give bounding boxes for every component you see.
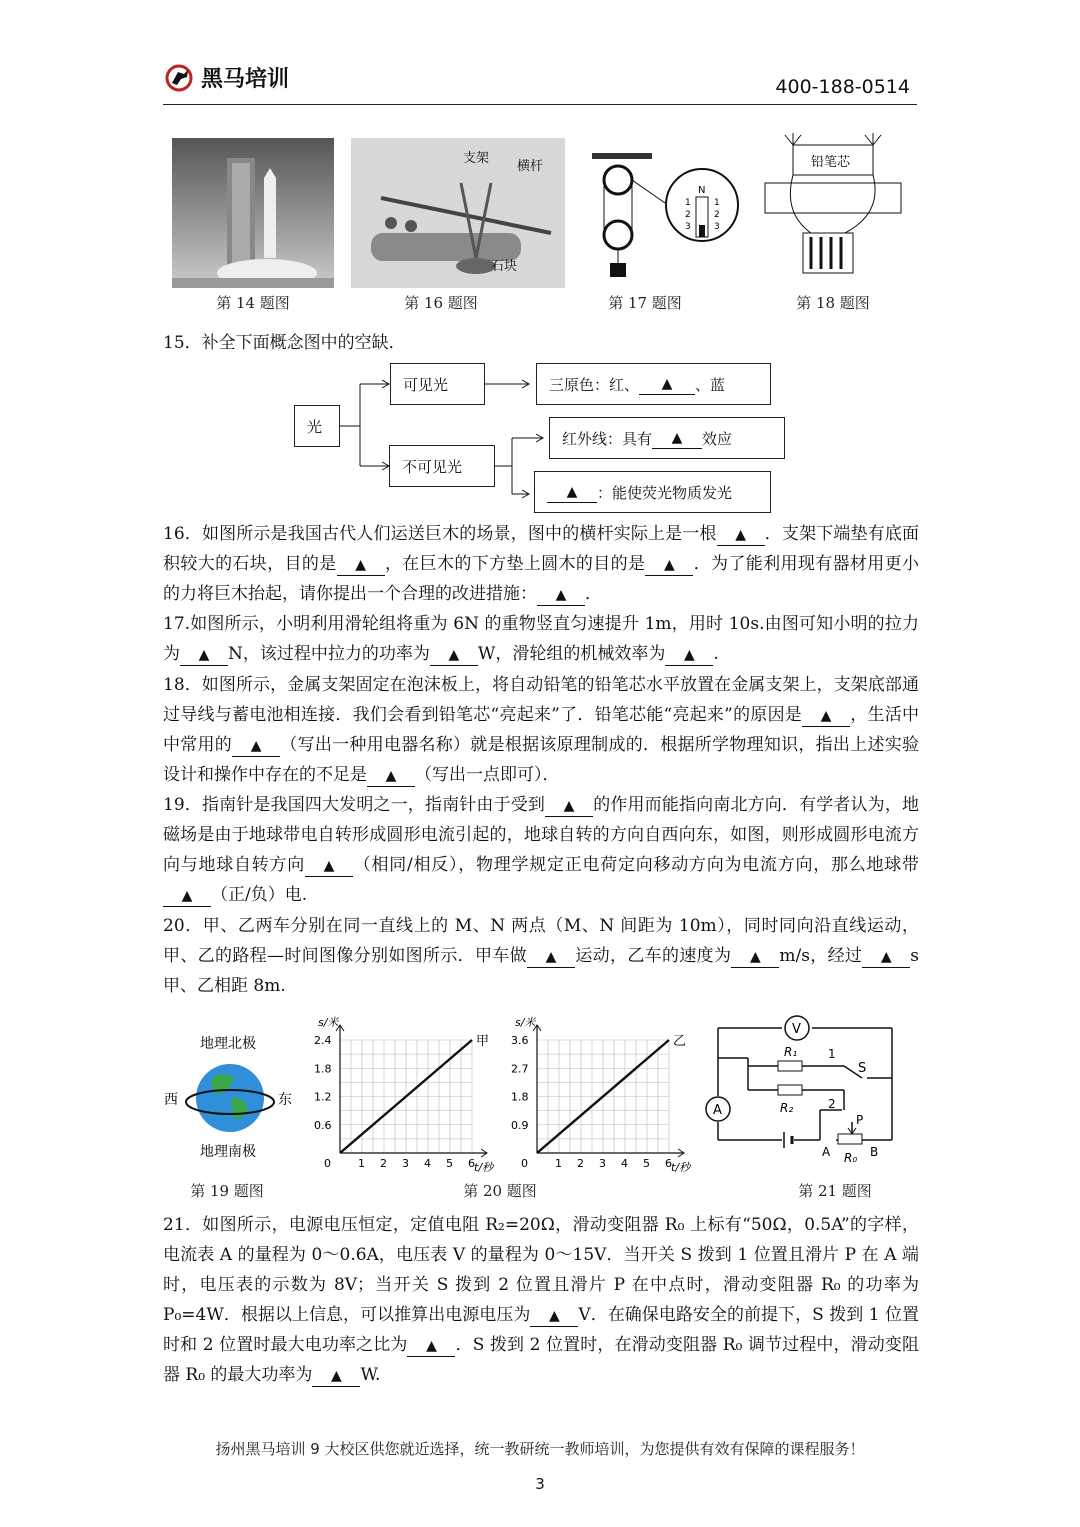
x-tick-label: 2 bbox=[380, 1157, 387, 1170]
caption-fig20: 第 20 题图 bbox=[463, 1182, 537, 1200]
x-tick-label: 6 bbox=[468, 1157, 475, 1170]
svg-text:2: 2 bbox=[685, 210, 691, 220]
concept-primary-colors: 三原色：红、 ▲ 、蓝 bbox=[536, 363, 771, 405]
x-tick-label: 6 bbox=[665, 1157, 672, 1170]
y-tick-label: 1.2 bbox=[314, 1090, 332, 1104]
spring-scale-N: N bbox=[698, 185, 706, 196]
y-tick-label: 3.6 bbox=[511, 1034, 529, 1047]
voltmeter-label: V bbox=[792, 1022, 801, 1037]
svg-text:3: 3 bbox=[714, 222, 720, 232]
svg-text:1: 1 bbox=[685, 198, 691, 208]
q18-text: 18．如图所示，金属支架固定在泡沫板上，将自动铅笔的铅笔芯水平放置在金属支架上，支架底部通过导线与蓄电池相连接．我们会看到铅笔芯“亮起来”了．铅笔芯能“亮起来”的原因是 ▲ ，生活中中常用的 ▲ （写出一种用电器名称）就是根据该原理制成的．根据所学物理知识，指出上述实验设计和操作中存在的不足是 ▲ （写出一点即可）． bbox=[163, 675, 920, 785]
label-pencil-lead: 铅笔芯 bbox=[811, 155, 851, 170]
label-slider: P bbox=[856, 1113, 864, 1127]
q16-blank-3[interactable]: ▲ bbox=[645, 554, 693, 576]
x-tick-label: 0 bbox=[521, 1157, 528, 1170]
caption-fig18: 第 18 题图 bbox=[796, 294, 870, 312]
label-geo-south: 地理南极 bbox=[200, 1144, 256, 1160]
rocket-launch-photo bbox=[172, 138, 334, 288]
q21-blank-3[interactable]: ▲ bbox=[312, 1365, 360, 1387]
page-number: 3 bbox=[535, 1475, 545, 1493]
label-support: 支架 bbox=[463, 151, 490, 166]
y-tick-label: 2.4 bbox=[314, 1034, 332, 1047]
q19-blank-1[interactable]: ▲ bbox=[545, 795, 593, 817]
label-pos2: 2 bbox=[828, 1097, 836, 1111]
label-switch: S bbox=[858, 1061, 867, 1076]
q18-blank-3[interactable]: ▲ bbox=[367, 765, 415, 787]
series-label: 乙 bbox=[673, 1034, 687, 1049]
caption-fig17: 第 17 题图 bbox=[608, 294, 682, 312]
label-pos1: 1 bbox=[828, 1047, 836, 1061]
brand-logo bbox=[163, 62, 289, 93]
q17-blank-3[interactable]: ▲ bbox=[665, 644, 713, 666]
y-tick-label: 2.7 bbox=[511, 1062, 529, 1076]
resistor-r2 bbox=[778, 1085, 802, 1095]
y-axis-label: s/米 bbox=[515, 1016, 536, 1029]
y-tick-label: 1.8 bbox=[314, 1062, 332, 1076]
pulley-system-diagram bbox=[590, 135, 740, 290]
q17-blank-2[interactable]: ▲ bbox=[430, 644, 478, 666]
q19-blank-3[interactable]: ▲ bbox=[163, 885, 211, 907]
label-end-b: B bbox=[870, 1145, 879, 1159]
caption-fig19: 第 19 题图 bbox=[190, 1182, 264, 1200]
y-tick-label: 1.8 bbox=[511, 1090, 529, 1104]
y-tick-label: 0.9 bbox=[511, 1118, 529, 1132]
q18-blank-2[interactable]: ▲ bbox=[232, 735, 280, 757]
footer-slogan: 扬州黑马培训 9 大校区供您就近选择，统一教研统一教师培训，为您提供有效有保障的课程服务！ bbox=[215, 1440, 865, 1458]
label-r1: R₁ bbox=[784, 1045, 798, 1059]
x-axis-label: t/秒 bbox=[671, 1161, 691, 1174]
label-lever: 横杆 bbox=[517, 159, 544, 174]
pencil-lead-circuit-diagram bbox=[763, 133, 903, 283]
x-tick-label: 3 bbox=[599, 1157, 606, 1170]
caption-fig21: 第 21 题图 bbox=[798, 1182, 872, 1200]
svg-text:1: 1 bbox=[714, 198, 720, 208]
q16-blank-2[interactable]: ▲ bbox=[337, 554, 385, 576]
x-tick-label: 1 bbox=[358, 1157, 365, 1170]
x-tick-label: 1 bbox=[555, 1157, 562, 1170]
q19-blank-2[interactable]: ▲ bbox=[305, 855, 353, 877]
q20-text: 20．甲、乙两车分别在同一直线上的 M、N 两点（M、N 间距为 10m），同时同向沿直线运动，甲、乙的路程—时间图像分别如图所示．甲车做 ▲ 运动，乙车的速度为 ▲ m/s，经过 ▲ s 甲、乙相距 8m. bbox=[163, 916, 920, 996]
earth-globe-icon bbox=[196, 1064, 264, 1132]
label-east: 东 bbox=[278, 1092, 292, 1108]
earth-figure bbox=[160, 1030, 300, 1165]
log-transport-illustration bbox=[351, 138, 565, 288]
q16-text: 16．如图所示是我国古代人们运送巨木的场景，图中的横杆实际上是一根 ▲ ．支架下端垫有底面积较大的石块，目的是 ▲ ，在巨木的下方垫上圆木的目的是 ▲ ．为了能利用现有器材用更小的力将巨木抬起，请你提出一个合理的改进措施： ▲ ． bbox=[163, 524, 920, 604]
horse-logo-icon bbox=[163, 63, 197, 93]
label-stone: 石块 bbox=[491, 259, 518, 274]
q17-text: 17.如图所示，小明利用滑轮组将重为 6N 的重物竖直匀速提升 1m，用时 10s.由图可知小明的拉力为 ▲ N，该过程中拉力的功率为 ▲ W，滑轮组的机械效率为 ▲ . bbox=[163, 614, 919, 664]
chart-yi bbox=[505, 1010, 700, 1175]
phone-number: 400-188-0514 bbox=[775, 76, 910, 98]
caption-fig16: 第 16 题图 bbox=[404, 294, 478, 312]
x-tick-label: 3 bbox=[402, 1157, 409, 1170]
q15-prompt: 15．补全下面概念图中的空缺． bbox=[163, 333, 406, 353]
x-tick-label: 5 bbox=[643, 1157, 650, 1170]
x-tick-label: 4 bbox=[424, 1157, 431, 1170]
x-tick-label: 5 bbox=[446, 1157, 453, 1170]
label-r0: R₀ bbox=[844, 1151, 858, 1165]
resistor-r1 bbox=[778, 1061, 802, 1071]
concept-ultraviolet: ▲ ：能使荧光物质发光 bbox=[534, 471, 771, 513]
q21-text: 21．如图所示，电源电压恒定，定值电阻 R₂=20Ω，滑动变阻器 R₀ 上标有“50Ω，0.5A”的字样，电流表 A 的量程为 0～0.6A，电压表 V 的量程为 0～15V．当开关 S 拨到 1 位置且滑片 P 在 A 端时，电压表的示数为 8V；当开关 S 拨到 2 位置且滑片 P 在中点时，滑动变阻器 R₀ 的功率为 P₀=4W．根据以上信息，可以推算出电源电压为 ▲ V．在确保电路安全的前提下，S 拨到 1 位置时和 2 位置时最大电功率之比为 ▲ ．S 拨到 2 位置时，在滑动变阻器 R₀ 调节过程中，滑动变阻器 R₀ 的最大功率为 ▲ W. bbox=[163, 1215, 919, 1385]
q21-blank-1[interactable]: ▲ bbox=[530, 1305, 578, 1327]
svg-text:3: 3 bbox=[685, 222, 691, 232]
concept-invisible-light: 不可见光 bbox=[389, 445, 495, 487]
q20-blank-2[interactable]: ▲ bbox=[731, 946, 779, 968]
q17-blank-1[interactable]: ▲ bbox=[180, 644, 228, 666]
series-label: 甲 bbox=[476, 1034, 490, 1049]
x-tick-label: 2 bbox=[577, 1157, 584, 1170]
q18-blank-1[interactable]: ▲ bbox=[802, 705, 850, 727]
q20-blank-1[interactable]: ▲ bbox=[527, 946, 575, 968]
concept-visible-light: 可见光 bbox=[390, 363, 485, 405]
q16-blank-4[interactable]: ▲ bbox=[537, 584, 585, 606]
ammeter-label: A bbox=[713, 1103, 722, 1118]
rheostat-r0 bbox=[838, 1134, 862, 1144]
x-tick-label: 4 bbox=[621, 1157, 628, 1170]
concept-infrared: 红外线：具有 ▲ 效应 bbox=[549, 417, 785, 459]
label-geo-north: 地理北极 bbox=[200, 1036, 256, 1052]
q16-blank-1[interactable]: ▲ bbox=[717, 524, 765, 546]
y-tick-label: 0.6 bbox=[314, 1118, 332, 1132]
x-axis-label: t/秒 bbox=[474, 1161, 494, 1174]
chart-jia bbox=[308, 1010, 498, 1175]
svg-text:2: 2 bbox=[714, 210, 720, 220]
q19-text: 19．指南针是我国四大发明之一，指南针由于受到 ▲ 的作用而能指向南北方向．有学者认为，地磁场是由于地球带电自转形成圆形电流引起的，地球自转的方向自西向东，如图，则形成圆形电流方向与地球自转方向 ▲ （相同/相反），物理学规定正电荷定向移动方向为电流方向，那么地球带▲ （正/负）电. bbox=[163, 795, 920, 905]
brand-name: 黑马培训 bbox=[201, 67, 290, 92]
q21-blank-2[interactable]: ▲ bbox=[407, 1335, 455, 1357]
concept-light: 光 bbox=[294, 405, 340, 447]
y-axis-label: s/米 bbox=[318, 1016, 339, 1029]
circuit-diagram bbox=[702, 1010, 912, 1170]
caption-fig14: 第 14 题图 bbox=[216, 294, 290, 312]
q20-blank-3[interactable]: ▲ bbox=[862, 946, 910, 968]
x-tick-label: 0 bbox=[324, 1157, 331, 1170]
label-west: 西 bbox=[164, 1092, 178, 1108]
label-r2: R₂ bbox=[780, 1101, 794, 1115]
header-divider bbox=[163, 104, 917, 105]
label-end-a: A bbox=[822, 1145, 831, 1159]
